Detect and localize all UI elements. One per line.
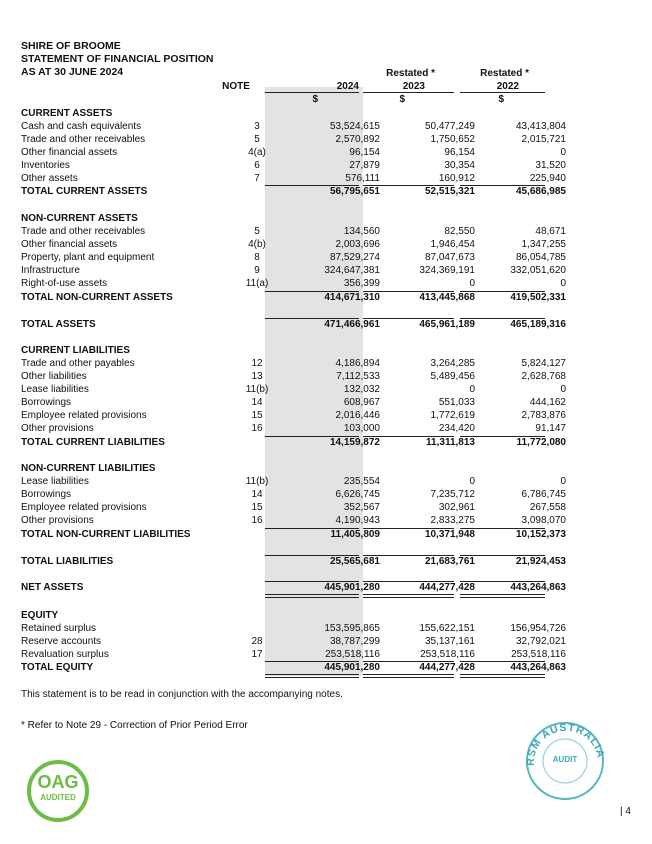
total-rule (460, 661, 545, 662)
total-rule (265, 661, 359, 662)
row-value-2023: 253,518,116 (420, 649, 475, 660)
row-note: 14 (251, 489, 263, 500)
row-value-2024: 352,567 (343, 502, 380, 513)
row-value-2022: 0 (560, 278, 566, 289)
line-item-row (21, 635, 566, 648)
rsm-stamp-arc-path: RSM AUSTRALIA (524, 721, 607, 767)
row-label: TOTAL NON-CURRENT ASSETS (21, 292, 173, 303)
row-label: Other assets (21, 173, 78, 184)
col-2024-currency: $ (312, 94, 318, 105)
row-value-2023: 5,489,456 (430, 371, 475, 382)
row-value-2022: 156,954,726 (510, 623, 566, 634)
row-value-2024: 153,595,865 (324, 623, 380, 634)
row-value-2022: 31,520 (535, 160, 566, 171)
line-item-row (21, 264, 566, 277)
row-label: Property, plant and equipment (21, 252, 155, 263)
row-value-2024: 14,159,872 (329, 437, 380, 448)
row-value-2023: 551,033 (438, 397, 475, 408)
row-note: 15 (251, 410, 263, 421)
row-value-2022: 6,786,745 (521, 489, 566, 500)
row-value-2024: 2,016,446 (335, 410, 380, 421)
row-value-2023: 155,622,151 (419, 623, 475, 634)
col-2022-restated: Restated * (480, 68, 529, 79)
row-note: 5 (254, 226, 260, 237)
oag-stamp-subtitle: AUDITED (40, 793, 76, 802)
total-rule (363, 318, 454, 319)
row-note: 6 (254, 160, 260, 171)
row-value-2022: 45,686,985 (515, 186, 566, 197)
row-label: Trade and other receivables (21, 226, 146, 237)
row-value-2024: 2,570,892 (335, 134, 380, 145)
row-value-2023: 96,154 (444, 147, 475, 158)
row-value-2022: 0 (560, 147, 566, 158)
subtotal-rule (265, 185, 359, 186)
row-note: 11(a) (245, 278, 269, 289)
row-label: NET ASSETS (21, 582, 84, 593)
col-2022-header: 2022 (496, 81, 519, 92)
subtotal-rule (363, 436, 454, 437)
row-value-2024: 4,190,943 (335, 515, 380, 526)
row-value-2024: 445,901,280 (324, 662, 380, 673)
row-value-2023: 324,369,191 (419, 265, 475, 276)
row-value-2024: 38,787,299 (329, 636, 380, 647)
subtotal-rule (363, 528, 454, 529)
row-value-2023: 1,750,652 (430, 134, 475, 145)
row-note: 4(b) (248, 239, 266, 250)
total-row (21, 318, 566, 331)
total-row (21, 528, 566, 541)
row-label: Right-of-use assets (21, 278, 108, 289)
row-note: 9 (254, 265, 260, 276)
row-note: 16 (251, 515, 263, 526)
row-value-2023: 30,354 (444, 160, 475, 171)
line-item-row (21, 251, 566, 264)
row-label: Cash and cash equivalents (21, 121, 142, 132)
row-value-2024: 53,524,615 (329, 121, 380, 132)
col-2023-header-rule (363, 92, 454, 93)
row-label: Other financial assets (21, 239, 118, 250)
row-label: Borrowings (21, 397, 72, 408)
row-note: 4(a) (248, 147, 266, 158)
line-item-row (21, 501, 566, 514)
total-row (21, 291, 566, 304)
line-item-row (21, 488, 566, 501)
row-label: Employee related provisions (21, 410, 147, 421)
row-value-2023: 234,420 (438, 423, 475, 434)
row-value-2022: 21,924,453 (515, 556, 566, 567)
row-value-2024: 445,901,280 (324, 582, 380, 593)
row-value-2022: 443,264,863 (510, 582, 566, 593)
row-value-2022: 225,940 (529, 173, 566, 184)
oag-audited-stamp (27, 760, 89, 822)
row-value-2023: 0 (469, 476, 475, 487)
row-note: 11(b) (245, 384, 269, 395)
row-value-2022: 253,518,116 (511, 649, 566, 660)
row-value-2024: 253,518,116 (325, 649, 380, 660)
row-value-2024: 11,405,809 (330, 529, 380, 540)
row-value-2023: 444,277,428 (419, 662, 475, 673)
line-item-row (21, 172, 566, 185)
row-label: Retained surplus (21, 623, 97, 634)
conjunction-note: This statement is to be read in conjunction with the accompanying notes. (21, 689, 343, 700)
subtotal-rule (265, 528, 359, 529)
row-value-2023: 1,772,619 (430, 410, 475, 421)
row-value-2023: 444,277,428 (419, 582, 475, 593)
row-value-2024: 134,560 (343, 226, 380, 237)
double-underline (460, 674, 545, 678)
row-label: Inventories (21, 160, 70, 171)
row-label: TOTAL CURRENT ASSETS (21, 186, 148, 197)
subtotal-rule (460, 436, 545, 437)
row-value-2023: 7,235,712 (430, 489, 475, 500)
total-row (21, 436, 566, 449)
row-value-2024: 103,000 (343, 423, 380, 434)
row-note: 8 (254, 252, 260, 263)
double-underline (363, 594, 454, 598)
row-value-2023: 35,137,161 (424, 636, 475, 647)
rsm-audit-stamp (520, 716, 610, 806)
total-row (21, 661, 566, 674)
row-value-2022: 48,671 (535, 226, 566, 237)
row-value-2022: 0 (560, 384, 566, 395)
row-note: 3 (254, 121, 260, 132)
row-value-2024: 6,626,745 (335, 489, 380, 500)
line-item-row (21, 238, 566, 251)
prior-period-note: * Refer to Note 29 - Correction of Prior Period Error (21, 720, 248, 731)
row-value-2023: 160,912 (438, 173, 475, 184)
line-item-row (21, 383, 566, 396)
line-item-row (21, 357, 566, 370)
statement-date: AS AT 30 JUNE 2024 (21, 66, 124, 78)
row-value-2023: 302,961 (438, 502, 475, 513)
row-value-2022: 443,264,863 (510, 662, 566, 673)
row-value-2022: 419,502,331 (510, 292, 566, 303)
col-2023-currency: $ (399, 94, 405, 105)
row-value-2023: 1,946,454 (430, 239, 475, 250)
row-note: 12 (251, 358, 263, 369)
section-current-liabilities: CURRENT LIABILITIES (21, 345, 130, 356)
row-note: 15 (251, 502, 263, 513)
row-label: Infrastructure (21, 265, 80, 276)
row-label: TOTAL CURRENT LIABILITIES (21, 437, 165, 448)
total-rule (460, 555, 545, 556)
line-item-row (21, 133, 566, 146)
line-item-row (21, 225, 566, 238)
row-value-2023: 3,264,285 (430, 358, 475, 369)
subtotal-rule (460, 528, 545, 529)
row-value-2023: 11,311,813 (426, 437, 475, 448)
row-value-2022: 1,347,255 (521, 239, 566, 250)
row-note: 14 (251, 397, 263, 408)
row-label: Other provisions (21, 515, 94, 526)
total-row (21, 581, 566, 594)
row-value-2023: 465,961,189 (419, 319, 475, 330)
row-value-2024: 4,186,894 (335, 358, 380, 369)
row-value-2024: 96,154 (349, 147, 380, 158)
line-item-row (21, 370, 566, 383)
row-value-2024: 2,003,696 (335, 239, 380, 250)
row-value-2022: 10,152,373 (515, 529, 566, 540)
line-item-row (21, 648, 566, 661)
row-label: TOTAL NON-CURRENT LIABILITIES (21, 529, 191, 540)
total-rule (265, 581, 359, 582)
row-value-2022: 11,772,080 (516, 437, 566, 448)
oag-stamp-title: OAG (37, 772, 79, 792)
row-value-2022: 465,189,316 (510, 319, 566, 330)
line-item-row (21, 120, 566, 133)
row-label: Other provisions (21, 423, 94, 434)
subtotal-rule (460, 185, 545, 186)
subtotal-rule (265, 291, 359, 292)
double-underline (363, 674, 454, 678)
row-note: 5 (254, 134, 260, 145)
row-value-2024: 132,032 (343, 384, 380, 395)
row-value-2022: 86,054,785 (515, 252, 566, 263)
line-item-row (21, 277, 566, 290)
row-value-2024: 324,647,381 (324, 265, 380, 276)
col-2023-restated: Restated * (386, 68, 435, 79)
row-value-2024: 471,466,961 (324, 319, 380, 330)
row-value-2023: 2,833,275 (430, 515, 475, 526)
total-rule (265, 555, 359, 556)
total-rule (460, 581, 545, 582)
subtotal-rule (363, 291, 454, 292)
row-value-2022: 2,628,768 (521, 371, 566, 382)
line-item-row (21, 146, 566, 159)
line-item-row (21, 475, 566, 488)
col-note-header: NOTE (222, 81, 250, 92)
row-label: Reserve accounts (21, 636, 102, 647)
subtotal-rule (265, 436, 359, 437)
row-value-2023: 52,515,321 (424, 186, 475, 197)
row-value-2024: 356,399 (343, 278, 380, 289)
line-item-row (21, 396, 566, 409)
row-value-2022: 2,783,876 (521, 410, 566, 421)
row-value-2022: 5,824,127 (521, 358, 566, 369)
row-note: 13 (251, 371, 263, 382)
total-rule (460, 318, 545, 319)
row-value-2024: 56,795,651 (329, 186, 380, 197)
total-rule (363, 555, 454, 556)
row-label: Revaluation surplus (21, 649, 109, 660)
row-value-2023: 87,047,673 (424, 252, 475, 263)
section-current-assets: CURRENT ASSETS (21, 108, 113, 119)
col-2023-header: 2023 (402, 81, 425, 92)
row-value-2023: 82,550 (444, 226, 475, 237)
rsm-stamp-center-text: AUDIT (552, 755, 578, 764)
row-value-2023: 413,445,868 (419, 292, 475, 303)
row-label: Borrowings (21, 489, 72, 500)
entity-name: SHIRE OF BROOME (21, 40, 121, 52)
row-note: 17 (251, 649, 263, 660)
row-label: Trade and other receivables (21, 134, 146, 145)
row-value-2024: 576,111 (345, 173, 380, 184)
statement-title: STATEMENT OF FINANCIAL POSITION (21, 53, 214, 65)
line-item-row (21, 409, 566, 422)
row-value-2022: 32,792,021 (515, 636, 566, 647)
total-rule (363, 661, 454, 662)
row-value-2022: 267,558 (529, 502, 566, 513)
col-2024-header-rule (265, 92, 359, 93)
subtotal-rule (363, 185, 454, 186)
row-label: Other liabilities (21, 371, 87, 382)
double-underline (460, 594, 545, 598)
total-row (21, 555, 566, 568)
row-label: TOTAL ASSETS (21, 319, 96, 330)
row-label: TOTAL LIABILITIES (21, 556, 114, 567)
section-non-current-liabilities: NON-CURRENT LIABILITIES (21, 463, 156, 474)
row-value-2022: 332,051,620 (510, 265, 566, 276)
row-value-2024: 608,967 (343, 397, 380, 408)
row-value-2022: 91,147 (535, 423, 566, 434)
col-2022-currency: $ (498, 94, 504, 105)
line-item-row (21, 159, 566, 172)
total-rule (265, 318, 359, 319)
row-value-2023: 0 (469, 384, 475, 395)
row-value-2022: 3,098,070 (521, 515, 566, 526)
row-note: 16 (251, 423, 263, 434)
row-value-2024: 414,671,310 (324, 292, 380, 303)
row-value-2023: 0 (469, 278, 475, 289)
row-value-2022: 444,162 (529, 397, 566, 408)
col-2022-header-rule (460, 92, 545, 93)
row-label: Lease liabilities (21, 476, 89, 487)
row-value-2022: 0 (560, 476, 566, 487)
total-rule (363, 581, 454, 582)
page-number: | 4 (620, 806, 631, 817)
row-label: TOTAL EQUITY (21, 662, 94, 673)
row-value-2023: 10,371,948 (424, 529, 475, 540)
row-label: Trade and other payables (21, 358, 135, 369)
row-label: Employee related provisions (21, 502, 147, 513)
line-item-row (21, 514, 566, 527)
line-item-row (21, 422, 566, 435)
subtotal-rule (460, 291, 545, 292)
row-value-2022: 2,015,721 (521, 134, 566, 145)
row-note: 28 (251, 636, 263, 647)
row-value-2024: 235,554 (343, 476, 380, 487)
section-non-current-assets: NON-CURRENT ASSETS (21, 213, 138, 224)
row-label: Lease liabilities (21, 384, 89, 395)
row-value-2024: 27,879 (349, 160, 380, 171)
section-equity: EQUITY (21, 610, 59, 621)
double-underline (265, 674, 359, 678)
double-underline (265, 594, 359, 598)
row-value-2023: 50,477,249 (424, 121, 475, 132)
line-item-row (21, 622, 566, 635)
row-value-2024: 25,565,681 (329, 556, 380, 567)
row-note: 11(b) (245, 476, 269, 487)
row-value-2022: 43,413,804 (515, 121, 566, 132)
col-2024-header: 2024 (336, 81, 359, 92)
row-value-2024: 87,529,274 (329, 252, 380, 263)
total-row (21, 185, 566, 198)
row-value-2024: 7,112,533 (336, 371, 380, 382)
row-value-2023: 21,683,761 (424, 556, 475, 567)
row-label: Other financial assets (21, 147, 118, 158)
row-note: 7 (254, 173, 260, 184)
